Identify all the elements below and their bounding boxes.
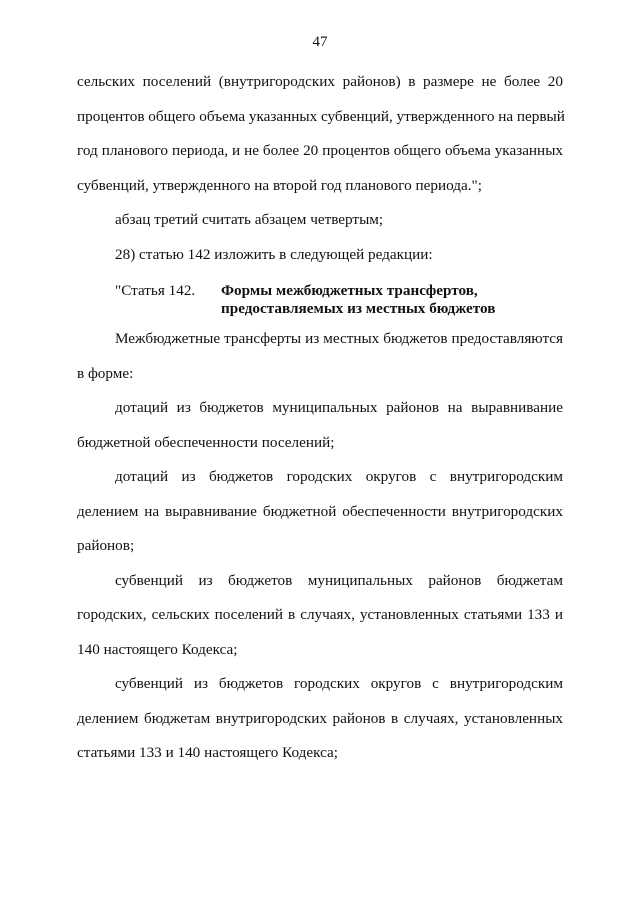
text-line: статьями 133 и 140 настоящего Кодекса;	[77, 744, 338, 761]
text-line: городских, сельских поселений в случаях, установленных статьями 133 и	[77, 606, 563, 623]
paragraph-list-item	[77, 391, 563, 460]
article-title-line: предоставляемых из местных бюджетов	[221, 300, 496, 317]
text-line: 140 настоящего Кодекса;	[77, 640, 238, 658]
paragraph-intro	[77, 322, 563, 391]
text-line: дотаций из бюджетов муниципальных районов на выравнивание	[115, 399, 563, 416]
text-line: делением бюджетам внутригородских районов в случаях, установленных	[77, 709, 563, 727]
page-number: 47	[312, 34, 328, 50]
article-heading	[77, 274, 563, 318]
text-line: районов;	[77, 537, 135, 554]
text-line: абзац третий считать абзацем четвертым;	[115, 211, 384, 228]
text-line: сельских поселений (внутригородских районов) в размере не более 20	[77, 73, 563, 90]
text-line: дотаций из бюджетов городских округов с внутригородским	[115, 468, 563, 485]
text-line: субвенций, утвержденного на второй год планового периода.";	[77, 176, 482, 194]
text-line: бюджетной обеспеченности поселений;	[77, 433, 335, 451]
text-line: делением на выравнивание бюджетной обеспеченности внутригородских	[77, 502, 563, 520]
paragraph-item-28	[77, 238, 563, 273]
text-line: субвенций из бюджетов муниципальных районов бюджетам	[115, 571, 563, 589]
paragraph-list-item	[77, 564, 563, 668]
text-line: процентов общего объема указанных субвенций, утвержденного на первый	[77, 107, 565, 125]
paragraph-list-item	[77, 460, 563, 564]
document-body	[77, 65, 563, 771]
text-line: субвенций из бюджетов городских округов с внутригородским	[115, 675, 563, 692]
article-title-line: Формы межбюджетных трансфертов,	[221, 282, 478, 299]
article-label: "Статья 142.	[115, 282, 196, 299]
text-line: 28) статью 142 изложить в следующей редакции:	[115, 245, 433, 263]
paragraph-abzac	[77, 203, 563, 238]
article-title	[221, 274, 495, 318]
paragraph-list-item	[77, 667, 563, 771]
text-line: Межбюджетные трансферты из местных бюджетов предоставляются	[115, 330, 563, 347]
text-line: год планового периода, и не более 20 процентов общего объема указанных	[77, 142, 563, 159]
text-line: в форме:	[77, 364, 134, 382]
paragraph-continuation	[77, 65, 563, 203]
